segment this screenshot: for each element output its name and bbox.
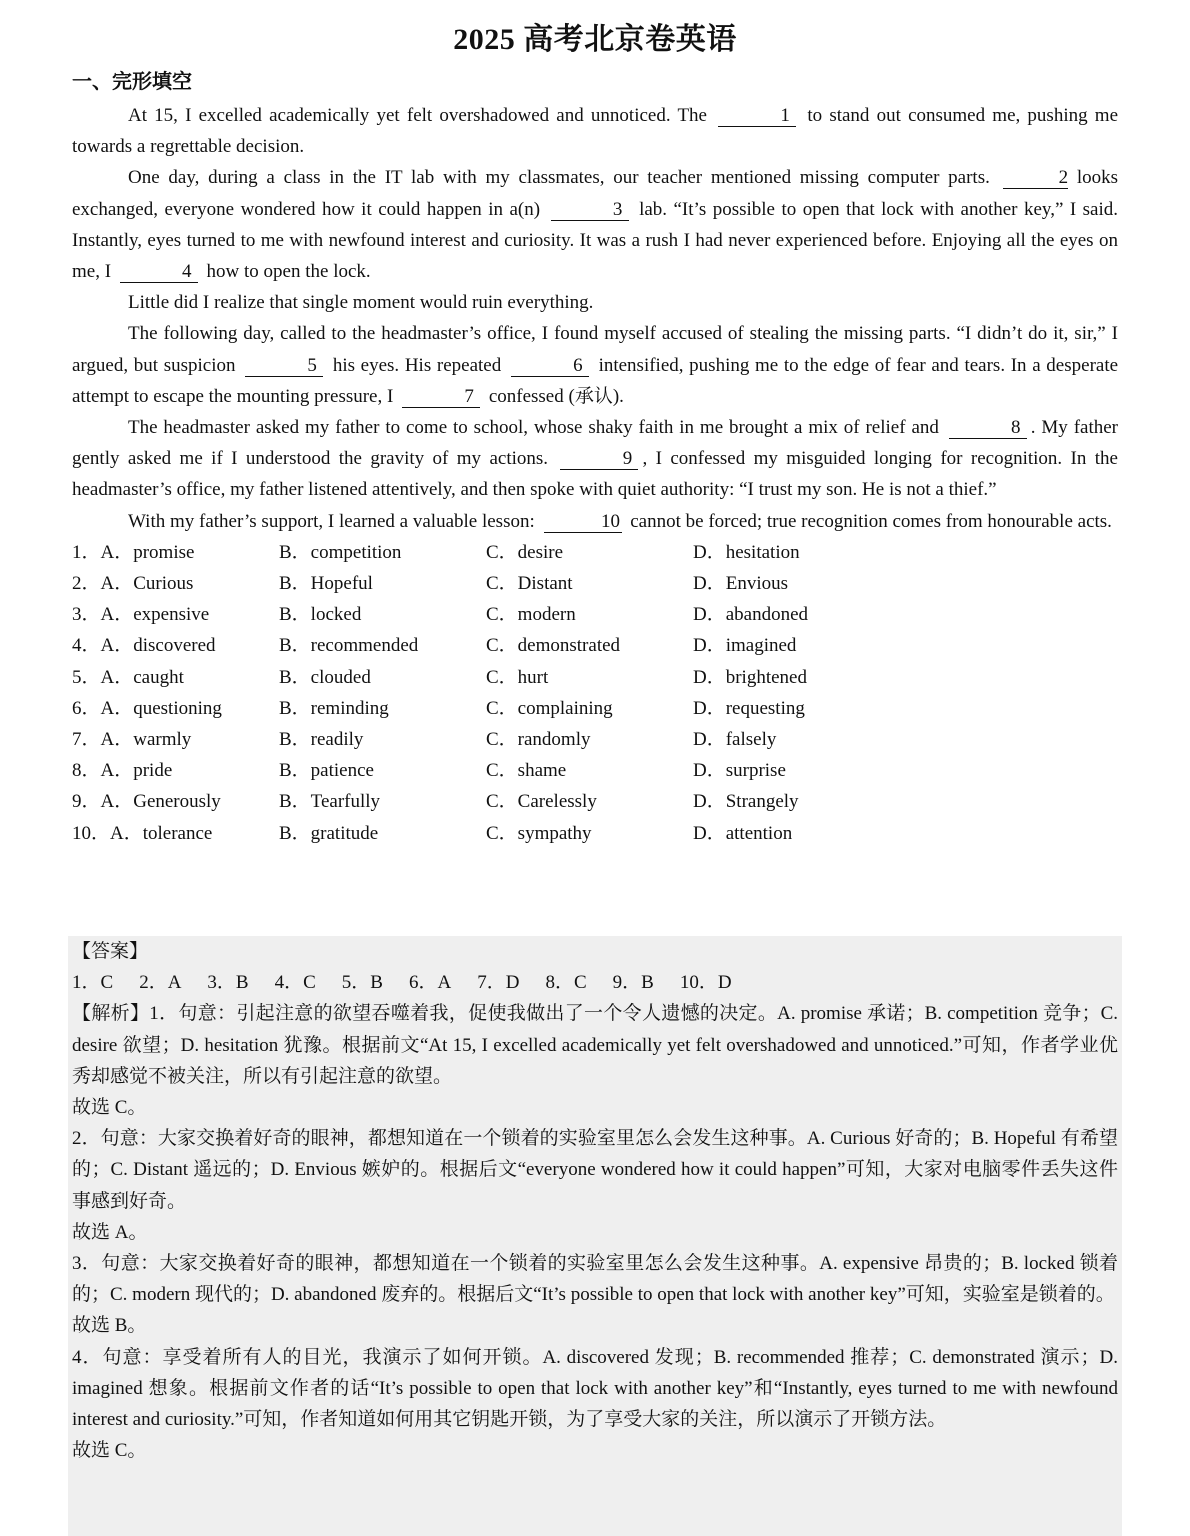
option-d: D．imagined: [693, 635, 797, 657]
option-d: D．hesitation: [693, 541, 800, 563]
option-row: [72, 537, 1118, 568]
option-row: [72, 786, 1118, 817]
option-d: D．requesting: [693, 697, 805, 719]
text-segment: With my father’s support, I learned a valuable lesson:: [128, 510, 535, 532]
option-a: 3．A．expensive: [72, 604, 210, 626]
cloze-passage: [72, 100, 1118, 537]
text-segment: , I confessed my misguided longing for recognition. In the headmaster’s office, my father listened attentively, and then spoke with quiet authority: “I trust my son. He is not a thief.”: [72, 448, 1118, 501]
option-b: B．patience: [279, 760, 374, 782]
answer-key: 2．A: [139, 972, 182, 994]
paragraph-2: [72, 162, 1118, 287]
option-row: [72, 755, 1118, 786]
option-b: B．readily: [279, 728, 364, 750]
blank-5: 5: [245, 356, 323, 377]
option-c: C．shame: [486, 760, 567, 782]
paragraph-3: Little did I realize that single moment would ruin everything.: [128, 292, 594, 314]
option-a: 1．A．promise: [72, 541, 195, 563]
answer-section: [72, 936, 1118, 1466]
option-a: 2．A．Curious: [72, 573, 194, 595]
answer-keys: [72, 967, 1118, 998]
text-segment: One day, during a class in the IT lab with my classmates, our teacher mentioned missing computer parts.: [128, 167, 990, 189]
option-row: [72, 693, 1118, 724]
blank-4: 4: [120, 262, 198, 283]
page-title: 2025 高考北京卷英语: [453, 23, 737, 56]
blank-6: 6: [511, 356, 589, 377]
option-c: C．randomly: [486, 728, 591, 750]
options-table: [72, 537, 1118, 849]
option-c: C．complaining: [486, 697, 613, 719]
text-segment: At 15, I excelled academically yet felt overshadowed and unnoticed. The: [128, 105, 707, 126]
text-segment: intensified, pushing me to the edge of fear and tears. In a desperate attempt to escape the mounting pressure, I: [72, 354, 1119, 407]
answer-heading: 【答案】: [72, 941, 149, 962]
blank-3: 3: [551, 200, 629, 221]
option-a: 8．A．pride: [72, 760, 173, 782]
option-row: [72, 724, 1118, 755]
analysis-choice: 故选 C。: [72, 1440, 147, 1462]
answer-key: 5．B: [341, 972, 383, 994]
analysis-paragraph: 2．句意：大家交换着好奇的眼神，都想知道在一个锁着的实验室里怎么会发生这种事。A. Curious 好奇的；B. Hopeful 有希望的；C. Distant 遥远的；D. Envious 嫉妒的。根据后文“everyone wondered how it could happen”可知，大家对电脑零件丢失这件事感到好奇。: [72, 1128, 1118, 1212]
option-b: B．competition: [279, 541, 402, 563]
text-segment: looks exchanged, everyone wondered how it could happen in a(n): [72, 167, 1118, 220]
answer-key: 4．C: [274, 972, 316, 994]
option-b: B．clouded: [279, 666, 371, 688]
option-a: 5．A．caught: [72, 666, 184, 688]
text-segment: his eyes. His repeated: [332, 354, 502, 376]
option-c: C．hurt: [486, 666, 549, 688]
option-b: B．Tearfully: [279, 791, 381, 813]
blank-7: 7: [402, 387, 480, 408]
option-row: [72, 662, 1118, 693]
answer-key: 10．D: [679, 972, 732, 994]
option-d: D．Envious: [693, 573, 789, 595]
option-a: 10．A．tolerance: [72, 822, 213, 844]
option-d: D．surprise: [693, 760, 786, 782]
analysis-paragraph: 【解析】1．句意：引起注意的欲望吞噬着我，促使我做出了一个令人遗憾的决定。A. promise 承诺；B. competition 竞争；C. desire 欲望；D. hesitation 犹豫。根据前文“At 15, I excelled academically yet felt overshadowed and unnoticed.”可知，作者学业优秀却感觉不被关注，所以有引起注意的欲望。: [72, 1003, 1118, 1087]
option-c: C．demonstrated: [486, 635, 621, 657]
option-b: B．reminding: [279, 697, 389, 719]
option-a: 4．A．discovered: [72, 635, 216, 657]
option-c: C．modern: [486, 604, 576, 626]
blank-8: 8: [949, 418, 1027, 439]
paragraph-1: [72, 100, 1118, 162]
option-c: C．desire: [486, 541, 564, 563]
blank-2: 2: [1003, 168, 1069, 189]
option-c: C．sympathy: [486, 822, 592, 844]
analysis-choice: 故选 C。: [72, 1097, 147, 1119]
option-d: D．attention: [693, 822, 793, 844]
option-d: D．Strangely: [693, 791, 799, 813]
option-d: D．abandoned: [693, 604, 809, 626]
paragraph-5: [72, 412, 1118, 506]
option-row: [72, 568, 1118, 599]
analysis-choice: 故选 A。: [72, 1221, 148, 1243]
answer-key: 1．C: [72, 972, 114, 994]
text-segment: The following day, called to the headmaster’s office, I found myself accused of stealing the missing parts. “I didn’t do it, sir,” I argued, but suspicion: [72, 323, 1118, 376]
analysis-choice: 故选 B。: [72, 1315, 147, 1337]
answer-key: 6．A: [408, 972, 452, 994]
analysis-paragraph: 4．句意：享受着所有人的目光，我演示了如何开锁。A. discovered 发现；B. recommended 推荐；C. demonstrated 演示；D. imagined 想象。根据前文作者的话“It’s possible to open that lock with another key”和“Instantly, eyes turned to me with newfound interest and curiosity.”可知，作者知道如何用其它钥匙开锁，为了享受大家的关注，所以演示了开锁方法。: [72, 1346, 1118, 1431]
blank-10: 10: [544, 512, 622, 533]
answer-key: 9．B: [612, 972, 654, 994]
blank-9: 9: [560, 449, 638, 470]
text-segment: The headmaster asked my father to come to school, whose shaky faith in me brought a mix of relief and: [128, 417, 939, 439]
option-b: B．Hopeful: [279, 573, 373, 595]
option-a: 7．A．warmly: [72, 728, 192, 750]
option-row: [72, 630, 1118, 661]
answer-key: 3．B: [207, 972, 249, 994]
option-b: B．recommended: [279, 635, 419, 657]
option-a: 9．A．Generously: [72, 791, 221, 813]
document-page: [72, 0, 1118, 849]
paragraph-6: [72, 506, 1118, 537]
answer-key: 7．D: [477, 972, 520, 994]
text-segment: lab. “It’s possible to open that lock with another key,” I said. Instantly, eyes turned to me with newfound interest and curiosity. It was a rush I had never experienced before. Enjoying all the eyes on me, I: [72, 198, 1119, 283]
text-segment: to stand out consumed me, pushing me towards a regrettable decision.: [72, 105, 1119, 158]
option-d: D．brightened: [693, 666, 807, 688]
analysis-paragraph: 3．句意：大家交换着好奇的眼神，都想知道在一个锁着的实验室里怎么会发生这种事。A. expensive 昂贵的；B. locked 锁着的；C. modern 现代的；D. abandoned 废弃的。根据后文“It’s possible to open that lock with another key”可知，实验室是锁着的。: [72, 1253, 1118, 1306]
option-c: C．Carelessly: [486, 791, 597, 813]
text-segment: confessed (承认).: [488, 385, 624, 407]
option-row: [72, 599, 1118, 630]
option-d: D．falsely: [693, 728, 777, 750]
option-b: B．locked: [279, 604, 362, 626]
option-a: 6．A．questioning: [72, 697, 222, 719]
option-b: B．gratitude: [279, 822, 379, 844]
option-row: [72, 818, 1118, 849]
blank-1: 1: [718, 106, 796, 127]
answer-key: 8．C: [545, 972, 587, 994]
text-segment: cannot be forced; true recognition comes from honourable acts.: [630, 510, 1112, 532]
paragraph-4: [72, 318, 1118, 412]
text-segment: how to open the lock.: [206, 261, 371, 283]
text-segment: . My father gently asked me if I understood the gravity of my actions.: [72, 417, 1118, 470]
option-c: C．Distant: [486, 573, 573, 595]
section-heading: 一、完形填空: [72, 71, 192, 93]
